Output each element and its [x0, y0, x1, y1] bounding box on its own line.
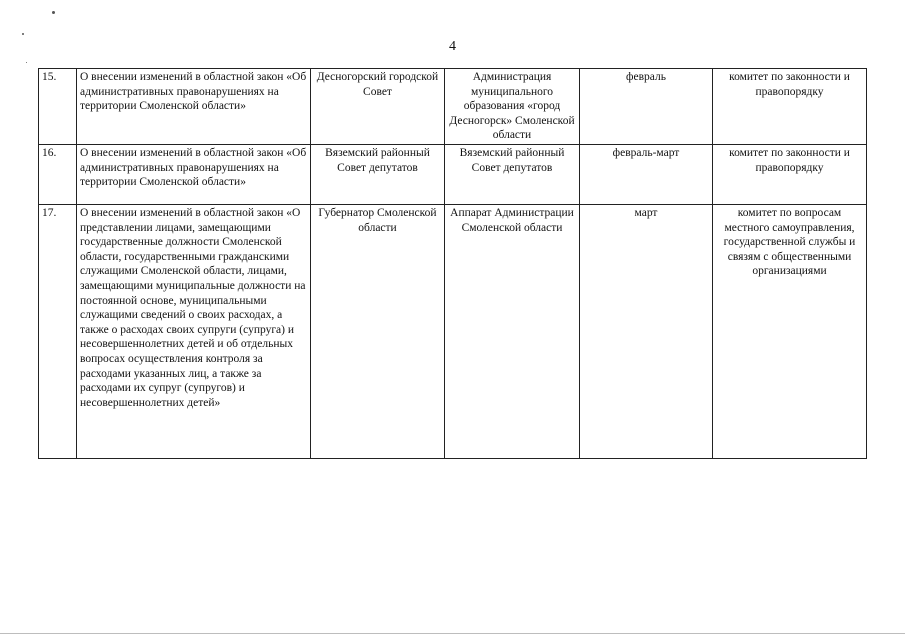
developer-cell: Аппарат Администрации Смоленской области: [445, 204, 580, 458]
row-number: 16.: [39, 144, 77, 204]
table-row: [39, 144, 867, 204]
page-bottom-edge: [0, 633, 905, 634]
term-cell: февраль-март: [580, 144, 713, 204]
scan-speck: [52, 11, 55, 14]
term-cell: март: [580, 204, 713, 458]
committee-cell: комитет по законности и правопорядку: [713, 144, 867, 204]
initiator-cell: Вяземский районный Совет депутатов: [311, 144, 445, 204]
table-row: [39, 204, 867, 458]
scan-speck: [22, 33, 24, 35]
bill-title: О внесении изменений в областной закон «Об административных правонарушениях на территории Смоленской области»: [77, 144, 311, 204]
committee-cell: комитет по законности и правопорядку: [713, 69, 867, 145]
initiator-cell: Губернатор Смоленской области: [311, 204, 445, 458]
bill-title: О внесении изменений в областной закон «Об административных правонарушениях на территории Смоленской области»: [77, 69, 311, 145]
page-number: 4: [449, 39, 456, 54]
committee-cell: комитет по вопросам местного самоуправления, государственной службы и связям с общественными организациями: [713, 204, 867, 458]
legislative-plan-table: [38, 68, 867, 459]
developer-cell: Администрация муниципального образования «город Десногорск» Смоленской области: [445, 69, 580, 145]
bill-title: О внесении изменений в областной закон «О представлении лицами, замещающими государственные должности Смоленской области, государственными гражданскими служащими Смоленской области, лицами, замещающими муниципальные должности на постоянной основе, муниципальными служащими сведений о своих расходах, а также о расходах своих супруги (супруга) и несовершеннолетних детей и об отдельных вопросах осуществления контроля за расходами указанных лиц, а также за расходами их супруг (супругов) и несовершеннолетних детей»: [77, 204, 311, 458]
scan-speck: [26, 62, 27, 63]
term-cell: февраль: [580, 69, 713, 145]
row-number: 15.: [39, 69, 77, 145]
developer-cell: Вяземский районный Совет депутатов: [445, 144, 580, 204]
initiator-cell: Десногорский городской Совет: [311, 69, 445, 145]
table-row: [39, 69, 867, 145]
row-number: 17.: [39, 204, 77, 458]
